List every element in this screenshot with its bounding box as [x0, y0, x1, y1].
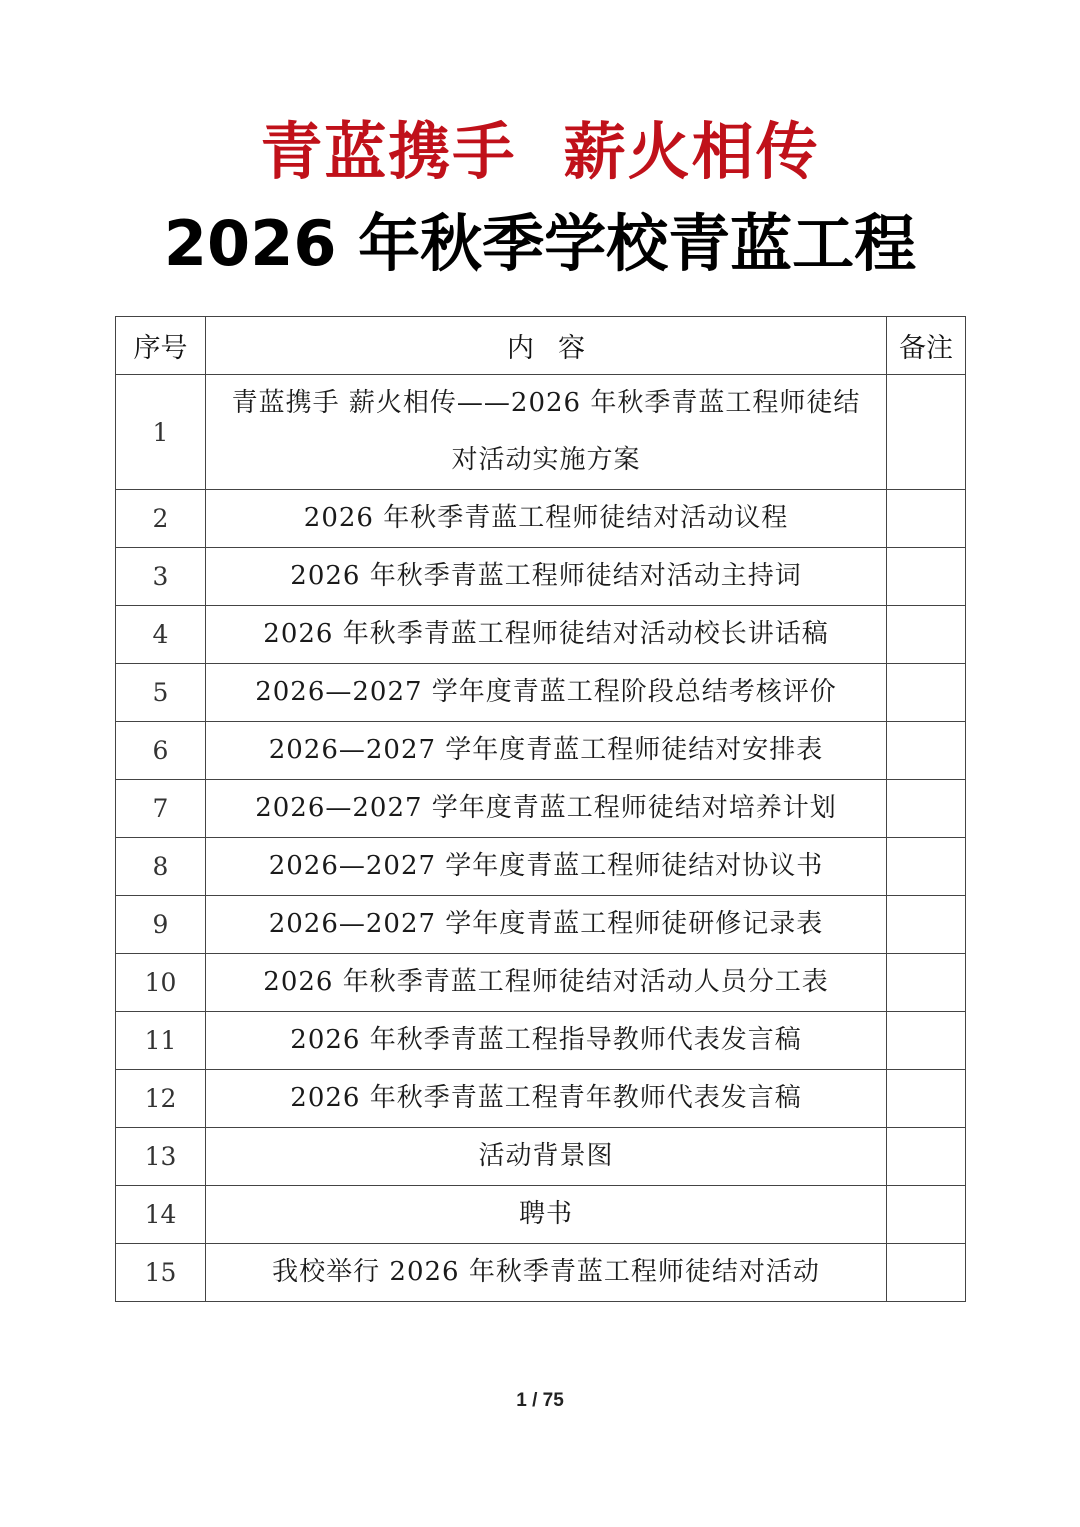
row-remarks [887, 1070, 966, 1128]
row-content: 2026—2027 学年度青蓝工程师徒研修记录表 [206, 896, 887, 954]
row-number: 8 [116, 838, 206, 896]
table-row [116, 664, 966, 722]
row-remarks [887, 1128, 966, 1186]
row-content: 2026 年秋季青蓝工程师徒结对活动校长讲话稿 [206, 606, 887, 664]
row-content: 青蓝携手 薪火相传——2026 年秋季青蓝工程师徒结对活动实施方案 [206, 375, 887, 490]
row-remarks [887, 954, 966, 1012]
row-remarks [887, 1244, 966, 1302]
row-number: 6 [116, 722, 206, 780]
row-number: 12 [116, 1070, 206, 1128]
row-number: 2 [116, 490, 206, 548]
row-content: 2026 年秋季青蓝工程指导教师代表发言稿 [206, 1012, 887, 1070]
row-content: 我校举行 2026 年秋季青蓝工程师徒结对活动 [206, 1244, 887, 1302]
row-content: 2026—2027 学年度青蓝工程师徒结对协议书 [206, 838, 887, 896]
page-indicator: 1 / 75 [516, 1390, 564, 1411]
row-content: 2026—2027 学年度青蓝工程阶段总结考核评价 [206, 664, 887, 722]
row-number: 15 [116, 1244, 206, 1302]
table-row [116, 954, 966, 1012]
table-row [116, 375, 966, 490]
row-remarks [887, 1186, 966, 1244]
table-row [116, 838, 966, 896]
table-row [116, 1128, 966, 1186]
table-row [116, 1244, 966, 1302]
row-number: 14 [116, 1186, 206, 1244]
row-content: 2026 年秋季青蓝工程青年教师代表发言稿 [206, 1070, 887, 1128]
row-remarks [887, 375, 966, 490]
row-number: 1 [116, 375, 206, 490]
row-remarks [887, 664, 966, 722]
header-number: 序号 [116, 317, 206, 375]
document-title-main: 2026 年秋季学校青蓝工程 [163, 207, 917, 280]
row-number: 9 [116, 896, 206, 954]
row-remarks [887, 838, 966, 896]
row-number: 13 [116, 1128, 206, 1186]
table-row [116, 606, 966, 664]
row-content: 2026—2027 学年度青蓝工程师徒结对培养计划 [206, 780, 887, 838]
row-content: 聘书 [206, 1186, 887, 1244]
table-row [116, 548, 966, 606]
row-remarks [887, 780, 966, 838]
row-number: 4 [116, 606, 206, 664]
table-row [116, 1012, 966, 1070]
contents-table [115, 316, 966, 1302]
row-content: 2026 年秋季青蓝工程师徒结对活动人员分工表 [206, 954, 887, 1012]
row-remarks [887, 1012, 966, 1070]
row-content: 2026—2027 学年度青蓝工程师徒结对安排表 [206, 722, 887, 780]
table-header-row [116, 317, 966, 375]
row-content: 活动背景图 [206, 1128, 887, 1186]
row-number: 5 [116, 664, 206, 722]
header-content: 内容 [206, 317, 887, 375]
row-number: 10 [116, 954, 206, 1012]
row-remarks [887, 490, 966, 548]
row-remarks [887, 606, 966, 664]
table-row [116, 1070, 966, 1128]
header-remarks: 备注 [887, 317, 966, 375]
table-row [116, 1186, 966, 1244]
row-number: 11 [116, 1012, 206, 1070]
row-content: 2026 年秋季青蓝工程师徒结对活动议程 [206, 490, 887, 548]
document-title-slogan: 青蓝携手 薪火相传 [260, 115, 820, 188]
row-remarks [887, 548, 966, 606]
row-content: 2026 年秋季青蓝工程师徒结对活动主持词 [206, 548, 887, 606]
row-remarks [887, 896, 966, 954]
row-number: 7 [116, 780, 206, 838]
table-row [116, 722, 966, 780]
row-number: 3 [116, 548, 206, 606]
table-row [116, 780, 966, 838]
table-row [116, 896, 966, 954]
table-row [116, 490, 966, 548]
row-remarks [887, 722, 966, 780]
